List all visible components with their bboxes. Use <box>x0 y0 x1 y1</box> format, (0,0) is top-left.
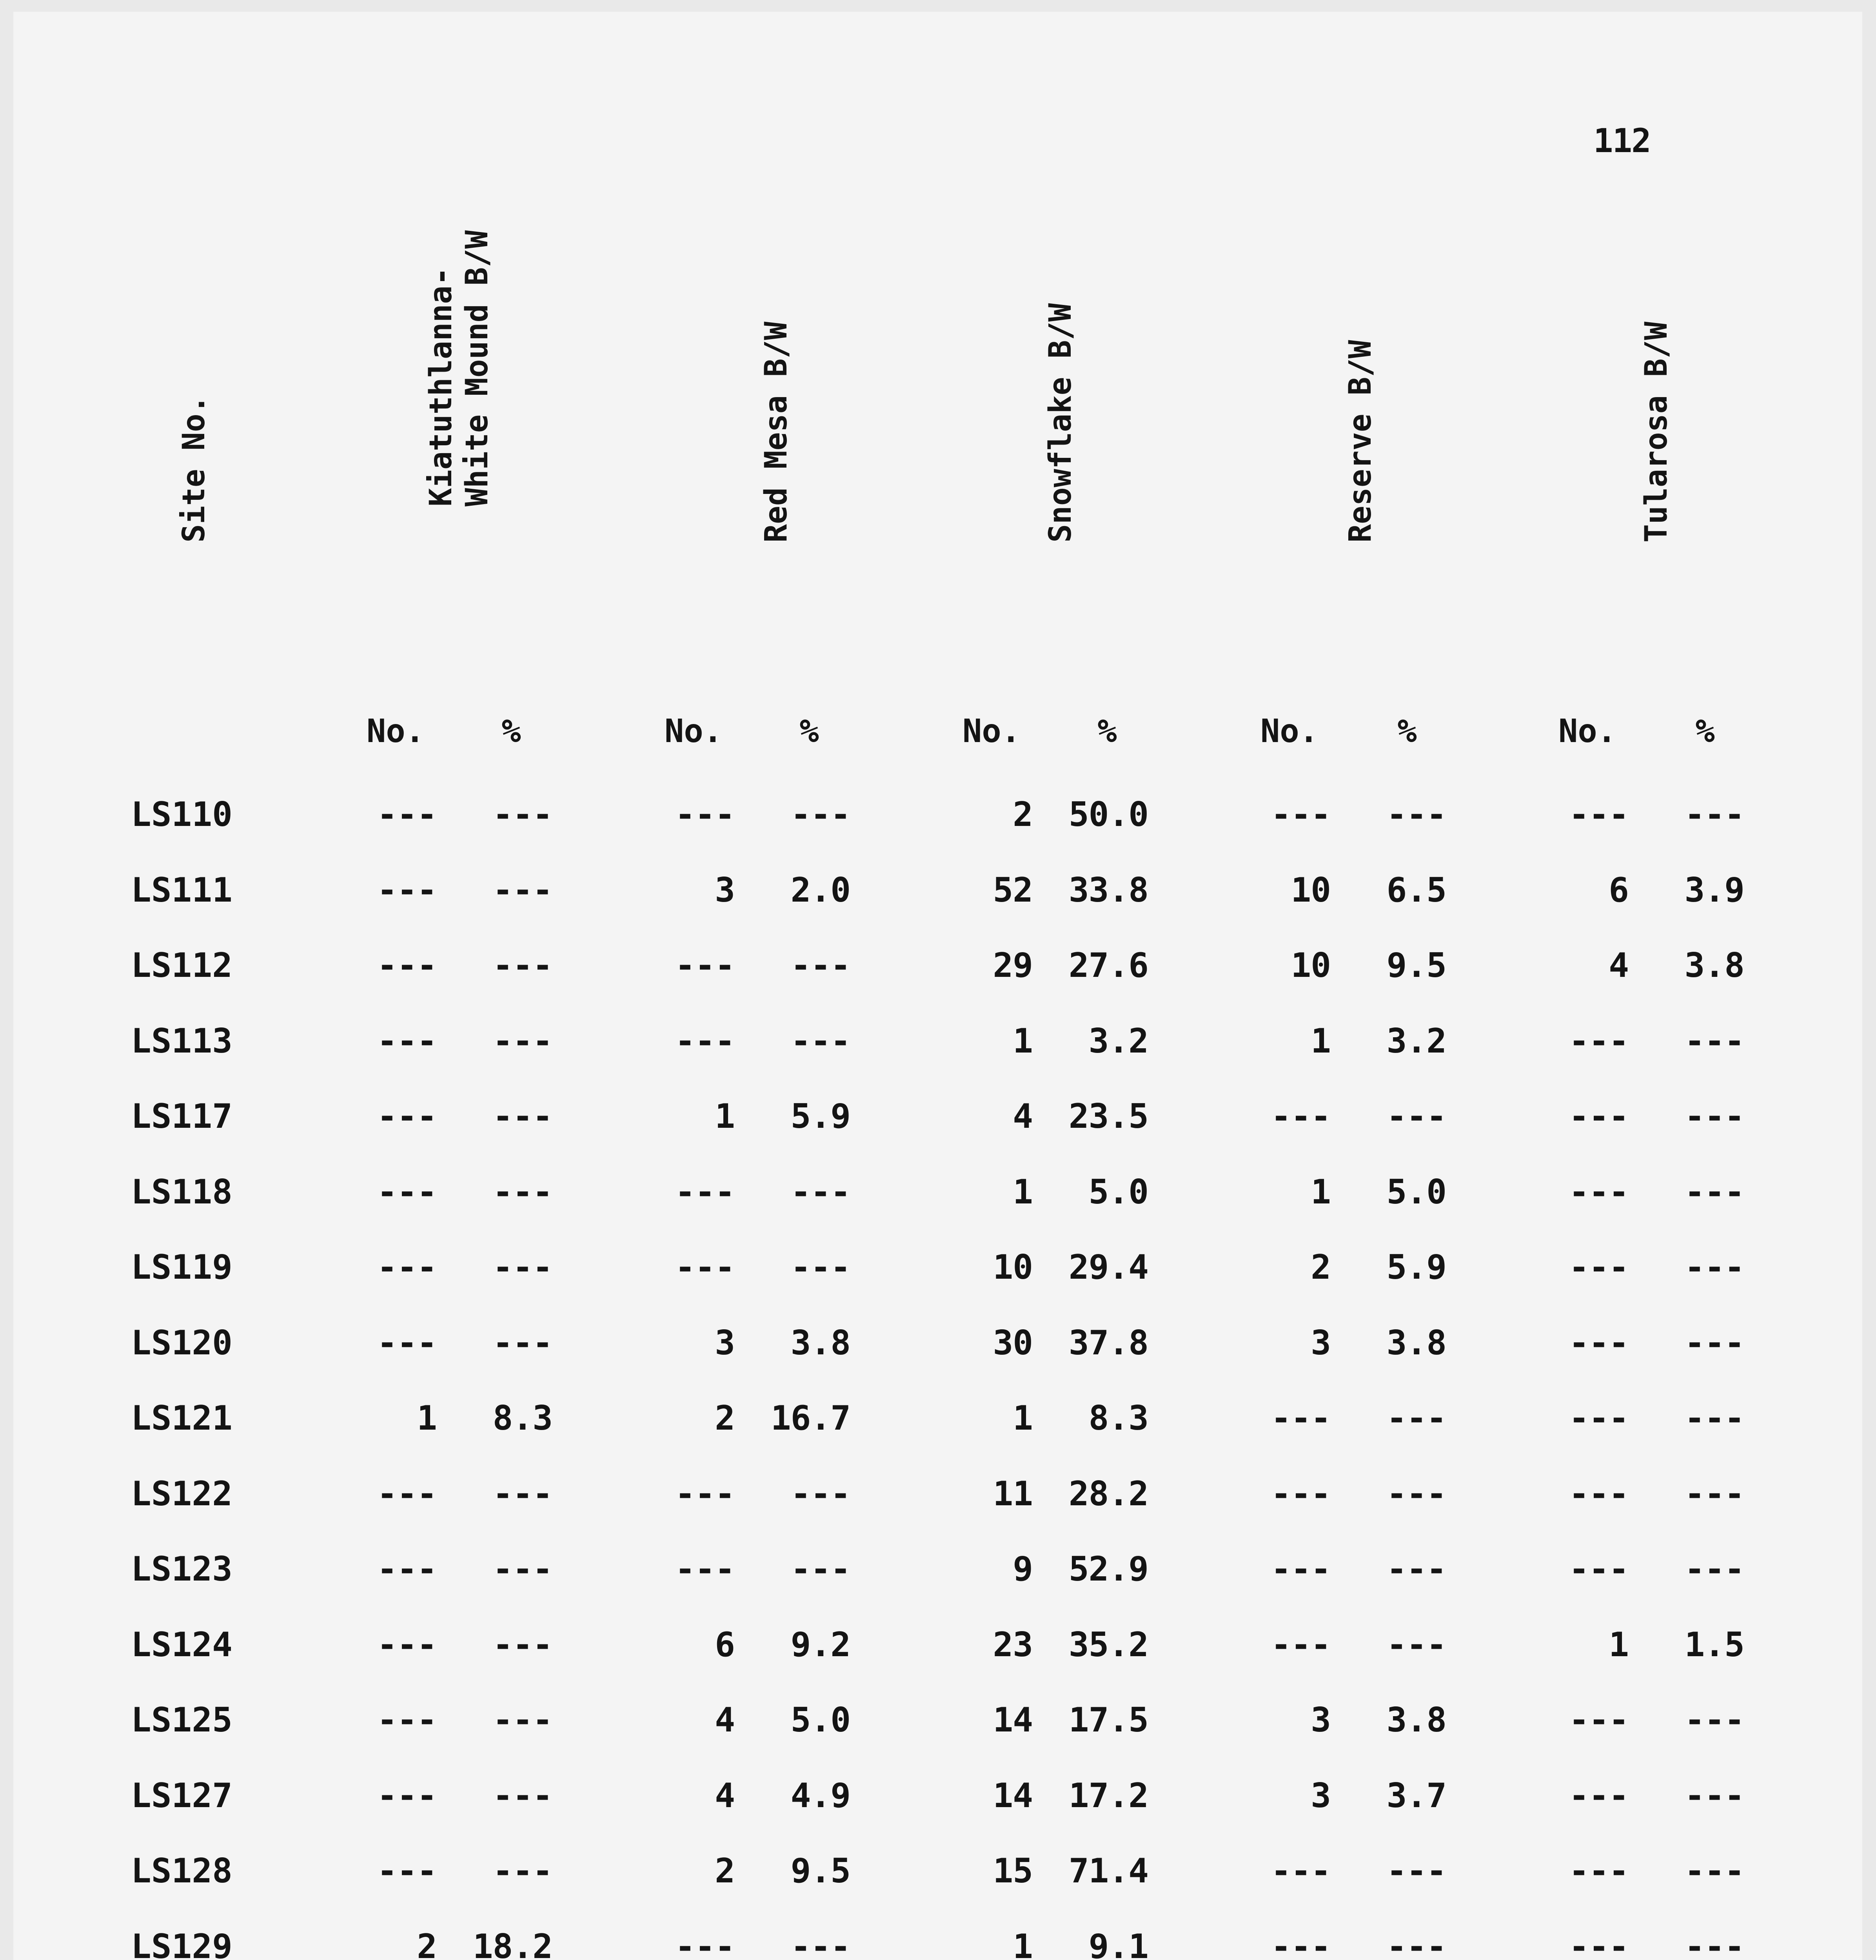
percent-cell: 37.8 <box>1068 1323 1148 1363</box>
percent-cell: --- <box>1684 1700 1744 1740</box>
percent-cell: --- <box>492 1097 552 1136</box>
percent-cell: --- <box>492 795 552 834</box>
percent-cell: --- <box>790 1927 850 1960</box>
site-number: LS110 <box>131 795 232 834</box>
header-site-no: Site No. <box>176 395 212 543</box>
header-red-mesa: Red Mesa B/W <box>759 321 794 543</box>
count-cell: 14 <box>993 1700 1033 1740</box>
site-number: LS128 <box>131 1851 232 1891</box>
percent-cell: --- <box>1684 1172 1744 1212</box>
percent-cell: --- <box>1386 1550 1446 1589</box>
count-cell: --- <box>1569 1172 1629 1212</box>
table-row <box>13 1851 1862 1926</box>
percent-cell: --- <box>790 795 850 834</box>
count-cell: 10 <box>993 1248 1033 1287</box>
site-number: LS111 <box>131 870 232 910</box>
subheader-no: No. <box>962 713 1021 750</box>
subheader-pct: % <box>799 713 819 750</box>
count-cell: 3 <box>1311 1700 1331 1740</box>
percent-cell: --- <box>492 870 552 910</box>
percent-cell: --- <box>1684 795 1744 834</box>
percent-cell: --- <box>1684 1248 1744 1287</box>
header-tularosa: Tularosa B/W <box>1639 321 1674 543</box>
count-cell: 2 <box>715 1851 735 1891</box>
count-cell: --- <box>1569 1927 1629 1960</box>
count-cell: 1 <box>417 1399 437 1438</box>
percent-cell: 3.8 <box>1386 1700 1446 1740</box>
percent-cell: 9.5 <box>1386 946 1446 985</box>
percent-cell: --- <box>492 1851 552 1891</box>
percent-cell: 71.4 <box>1068 1851 1148 1891</box>
percent-cell: --- <box>790 1021 850 1061</box>
percent-cell: 3.8 <box>1386 1323 1446 1363</box>
count-cell: 10 <box>1291 946 1331 985</box>
percent-cell: --- <box>492 1248 552 1287</box>
percent-cell: 23.5 <box>1068 1097 1148 1136</box>
count-cell: --- <box>1569 795 1629 834</box>
count-cell: --- <box>675 1550 735 1589</box>
table-row <box>13 1172 1862 1247</box>
percent-cell: --- <box>492 1474 552 1514</box>
count-cell: 2 <box>1311 1248 1331 1287</box>
table-row <box>13 1927 1862 1960</box>
subheader-no: No. <box>366 713 425 750</box>
count-cell: --- <box>1271 1927 1331 1960</box>
count-cell: 15 <box>993 1851 1033 1891</box>
subheader-no: No. <box>1558 713 1617 750</box>
count-cell: --- <box>377 1625 437 1664</box>
count-cell: --- <box>1569 1700 1629 1740</box>
percent-cell: 5.0 <box>1386 1172 1446 1212</box>
percent-cell: --- <box>1684 1927 1744 1960</box>
count-cell: 1 <box>715 1097 735 1136</box>
count-cell: --- <box>377 1323 437 1363</box>
count-cell: 1 <box>1609 1625 1629 1664</box>
site-number: LS124 <box>131 1625 232 1664</box>
subheader-pct: % <box>501 713 521 750</box>
percent-cell: 33.8 <box>1068 870 1148 910</box>
percent-cell: 4.9 <box>790 1776 850 1815</box>
count-cell: --- <box>1271 1097 1331 1136</box>
count-cell: 6 <box>715 1625 735 1664</box>
count-cell: --- <box>1569 1776 1629 1815</box>
count-cell: 10 <box>1291 870 1331 910</box>
count-cell: --- <box>1569 1550 1629 1589</box>
count-cell: --- <box>675 1474 735 1514</box>
count-cell: 1 <box>1013 1172 1033 1212</box>
count-cell: 6 <box>1609 870 1629 910</box>
percent-cell: 3.2 <box>1088 1021 1148 1061</box>
count-cell: 52 <box>993 870 1033 910</box>
count-cell: 4 <box>715 1700 735 1740</box>
percent-cell: 3.9 <box>1684 870 1744 910</box>
count-cell: --- <box>675 1927 735 1960</box>
subheader-no: No. <box>664 713 723 750</box>
header-snowflake: Snowflake B/W <box>1043 303 1078 543</box>
percent-cell: --- <box>1386 795 1446 834</box>
percent-cell: --- <box>492 1700 552 1740</box>
subheader-no: No. <box>1260 713 1319 750</box>
count-cell: 3 <box>715 870 735 910</box>
count-cell: 2 <box>417 1927 437 1960</box>
table-row <box>13 871 1862 945</box>
header-reserve: Reserve B/W <box>1343 340 1378 543</box>
site-number: LS117 <box>131 1097 232 1136</box>
percent-cell: 17.5 <box>1068 1700 1148 1740</box>
percent-cell: 5.0 <box>1088 1172 1148 1212</box>
percent-cell: 35.2 <box>1068 1625 1148 1664</box>
count-cell: --- <box>675 795 735 834</box>
count-cell: --- <box>1569 1248 1629 1287</box>
site-number: LS121 <box>131 1399 232 1438</box>
percent-cell: 16.7 <box>770 1399 850 1438</box>
percent-cell: --- <box>1684 1851 1744 1891</box>
count-cell: --- <box>377 1097 437 1136</box>
percent-cell: --- <box>1386 1097 1446 1136</box>
count-cell: 2 <box>715 1399 735 1438</box>
site-number: LS120 <box>131 1323 232 1363</box>
site-number: LS122 <box>131 1474 232 1514</box>
count-cell: --- <box>377 1700 437 1740</box>
count-cell: 2 <box>1013 795 1033 834</box>
percent-cell: 8.3 <box>492 1399 552 1438</box>
site-number: LS119 <box>131 1248 232 1287</box>
percent-cell: --- <box>492 1323 552 1363</box>
count-cell: --- <box>377 870 437 910</box>
percent-cell: --- <box>1684 1097 1744 1136</box>
table-row <box>13 1776 1862 1851</box>
count-cell: 3 <box>1311 1323 1331 1363</box>
header-kiatuthlanna <box>423 230 495 506</box>
count-cell: --- <box>675 1172 735 1212</box>
count-cell: --- <box>1271 1851 1331 1891</box>
count-cell: 3 <box>1311 1776 1331 1815</box>
percent-cell: --- <box>1684 1776 1744 1815</box>
percent-cell: --- <box>1386 1625 1446 1664</box>
site-number: LS123 <box>131 1550 232 1589</box>
site-number: LS125 <box>131 1700 232 1740</box>
count-cell: 29 <box>993 946 1033 985</box>
percent-cell: 18.2 <box>472 1927 552 1960</box>
count-cell: --- <box>675 1248 735 1287</box>
percent-cell: 5.9 <box>790 1097 850 1136</box>
percent-cell: --- <box>1684 1399 1744 1438</box>
count-cell: 14 <box>993 1776 1033 1815</box>
count-cell: 9 <box>1013 1550 1033 1589</box>
count-cell: --- <box>377 1851 437 1891</box>
count-cell: 11 <box>993 1474 1033 1514</box>
percent-cell: --- <box>1684 1474 1744 1514</box>
percent-cell: --- <box>790 1172 850 1212</box>
percent-cell: 28.2 <box>1068 1474 1148 1514</box>
percent-cell: --- <box>1386 1399 1446 1438</box>
table-row <box>13 1550 1862 1624</box>
percent-cell: 9.1 <box>1088 1927 1148 1960</box>
percent-cell: --- <box>492 946 552 985</box>
count-cell: 1 <box>1013 1927 1033 1960</box>
site-number: LS112 <box>131 946 232 985</box>
count-cell: --- <box>1569 1399 1629 1438</box>
count-cell: 1 <box>1013 1021 1033 1061</box>
percent-cell: --- <box>492 1021 552 1061</box>
percent-cell: --- <box>790 1550 850 1589</box>
count-cell: 1 <box>1013 1399 1033 1438</box>
percent-cell: --- <box>1386 1927 1446 1960</box>
table-row <box>13 1625 1862 1700</box>
percent-cell: --- <box>492 1776 552 1815</box>
percent-cell: --- <box>1684 1550 1744 1589</box>
percent-cell: --- <box>790 946 850 985</box>
percent-cell: --- <box>1386 1474 1446 1514</box>
percent-cell: --- <box>1386 1851 1446 1891</box>
subheader-pct: % <box>1695 713 1715 750</box>
percent-cell: 27.6 <box>1068 946 1148 985</box>
table-row <box>13 1022 1862 1096</box>
percent-cell: 5.0 <box>790 1700 850 1740</box>
percent-cell: --- <box>492 1172 552 1212</box>
table-row <box>13 1248 1862 1322</box>
percent-cell: 1.5 <box>1684 1625 1744 1664</box>
count-cell: --- <box>675 1021 735 1061</box>
percent-cell: 6.5 <box>1386 870 1446 910</box>
subheader-pct: % <box>1097 713 1117 750</box>
percent-cell: 9.2 <box>790 1625 850 1664</box>
count-cell: 4 <box>715 1776 735 1815</box>
count-cell: --- <box>1569 1021 1629 1061</box>
percent-cell: 3.2 <box>1386 1021 1446 1061</box>
percent-cell: 5.9 <box>1386 1248 1446 1287</box>
count-cell: --- <box>377 795 437 834</box>
count-cell: --- <box>1271 1474 1331 1514</box>
count-cell: 4 <box>1013 1097 1033 1136</box>
count-cell: --- <box>1271 1550 1331 1589</box>
site-number: LS113 <box>131 1021 232 1061</box>
page-number: 112 <box>1593 122 1651 160</box>
count-cell: --- <box>1569 1323 1629 1363</box>
count-cell: --- <box>1569 1097 1629 1136</box>
table-row <box>13 795 1862 869</box>
count-cell: --- <box>377 1248 437 1287</box>
percent-cell: 3.8 <box>790 1323 850 1363</box>
site-number: LS118 <box>131 1172 232 1212</box>
table-row <box>13 1700 1862 1775</box>
header-kiatuthlanna-line1: Kiatuthlanna- <box>423 267 459 506</box>
percent-cell: 29.4 <box>1068 1248 1148 1287</box>
percent-cell: --- <box>492 1550 552 1589</box>
percent-cell: 3.8 <box>1684 946 1744 985</box>
count-cell: 1 <box>1311 1021 1331 1061</box>
percent-cell: --- <box>790 1474 850 1514</box>
count-cell: --- <box>1569 1851 1629 1891</box>
percent-cell: --- <box>1684 1021 1744 1061</box>
document-page <box>13 12 1862 1960</box>
count-cell: 23 <box>993 1625 1033 1664</box>
count-cell: --- <box>1569 1474 1629 1514</box>
percent-cell: 50.0 <box>1068 795 1148 834</box>
table-row <box>13 1323 1862 1398</box>
table-row <box>13 1399 1862 1473</box>
table-row <box>13 946 1862 1020</box>
percent-cell: 52.9 <box>1068 1550 1148 1589</box>
percent-cell: --- <box>492 1625 552 1664</box>
count-cell: --- <box>377 1550 437 1589</box>
count-cell: --- <box>1271 1625 1331 1664</box>
site-number: LS127 <box>131 1776 232 1815</box>
site-number: LS129 <box>131 1927 232 1960</box>
percent-cell: 2.0 <box>790 870 850 910</box>
count-cell: --- <box>377 1474 437 1514</box>
percent-cell: --- <box>790 1248 850 1287</box>
count-cell: 4 <box>1609 946 1629 985</box>
count-cell: --- <box>675 946 735 985</box>
subheader-pct: % <box>1397 713 1417 750</box>
percent-cell: 8.3 <box>1088 1399 1148 1438</box>
count-cell: 1 <box>1311 1172 1331 1212</box>
count-cell: 30 <box>993 1323 1033 1363</box>
count-cell: --- <box>1271 1399 1331 1438</box>
percent-cell: 17.2 <box>1068 1776 1148 1815</box>
percent-cell: --- <box>1684 1323 1744 1363</box>
table-row <box>13 1097 1862 1171</box>
percent-cell: 9.5 <box>790 1851 850 1891</box>
count-cell: --- <box>377 1172 437 1212</box>
count-cell: --- <box>1271 795 1331 834</box>
header-kiatuthlanna-line2: White Mound B/W <box>459 230 495 506</box>
count-cell: 3 <box>715 1323 735 1363</box>
count-cell: --- <box>377 1021 437 1061</box>
count-cell: --- <box>377 1776 437 1815</box>
table-row <box>13 1474 1862 1549</box>
count-cell: --- <box>377 946 437 985</box>
percent-cell: 3.7 <box>1386 1776 1446 1815</box>
